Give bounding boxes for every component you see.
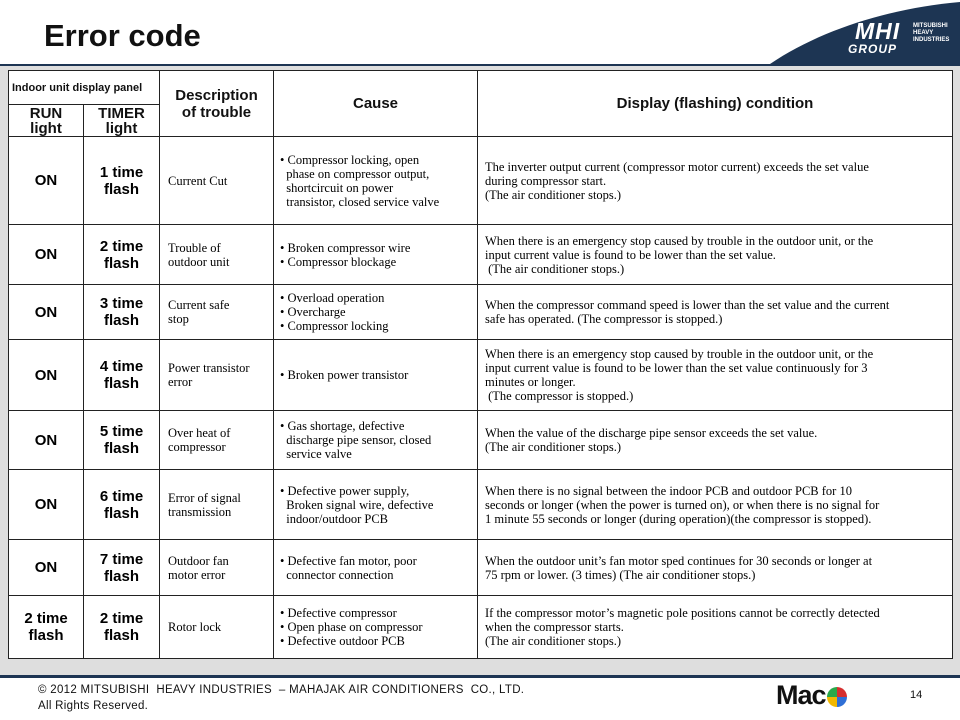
logo-mhi-text: MHI: [855, 18, 901, 44]
maco-logo: Mac: [776, 680, 847, 711]
cause-cell: • Gas shortage, defective discharge pipe sensor, closed service valve: [274, 411, 478, 470]
display-condition-cell: The inverter output current (compressor motor current) exceeds the set value during compressor start. (The air conditioner stops.): [478, 137, 953, 225]
timer-light-cell: 4 time flash: [84, 340, 160, 411]
cause-cell: • Broken compressor wire • Compressor blockage: [274, 225, 478, 285]
header-cause: Cause: [274, 71, 478, 137]
table-row: [9, 285, 953, 340]
run-light-cell: ON: [9, 470, 84, 540]
run-light-cell: ON: [9, 340, 84, 411]
timer-light-cell: 1 time flash: [84, 137, 160, 225]
display-condition-cell: When the outdoor unit’s fan motor sped continues for 30 seconds or longer at 75 rpm or lower. (3 times) (The air conditioner stops.): [478, 540, 953, 596]
display-condition-cell: When there is an emergency stop caused by trouble in the outdoor unit, or the input current value is found to be lower than the set value continuously for 3 minutes or longer. (The compressor is stopped.): [478, 340, 953, 411]
timer-light-cell: 5 time flash: [84, 411, 160, 470]
rights-text: All Rights Reserved.: [38, 700, 149, 712]
description-cell: Error of signal transmission: [160, 470, 274, 540]
timer-light-cell: 2 time flash: [84, 225, 160, 285]
footer-divider: [0, 675, 960, 678]
cause-cell: • Defective power supply, Broken signal wire, defective indoor/outdoor PCB: [274, 470, 478, 540]
timer-light-cell: 7 time flash: [84, 540, 160, 596]
run-light-cell: ON: [9, 225, 84, 285]
display-condition-cell: When the value of the discharge pipe sensor exceeds the set value. (The air conditioner stops.): [478, 411, 953, 470]
display-condition-cell: When there is no signal between the indoor PCB and outdoor PCB for 10 seconds or longer (when the power is turned on), or when there is no signal for 1 minute 55 seconds or longer (during operation)(the compressor is stopped).: [478, 470, 953, 540]
timer-light-cell: 2 time flash: [84, 596, 160, 659]
cause-cell: • Defective fan motor, poor connector connection: [274, 540, 478, 596]
run-light-cell: ON: [9, 285, 84, 340]
header-indoor-panel: Indoor unit display panel: [9, 71, 160, 105]
header-timer-light: TIMER light: [84, 105, 160, 137]
description-cell: Power transistor error: [160, 340, 274, 411]
table-row: [9, 411, 953, 470]
page-number: 14: [910, 689, 923, 701]
logo-subtitle: MITSUBISHI HEAVY INDUSTRIES: [913, 23, 950, 43]
table-row: [9, 137, 953, 225]
table-row: [9, 470, 953, 540]
header-display-condition: Display (flashing) condition: [478, 71, 953, 137]
cause-cell: • Overload operation • Overcharge • Compressor locking: [274, 285, 478, 340]
header-description: Description of trouble: [160, 71, 274, 137]
footer-copyright: [38, 682, 524, 714]
run-light-cell: ON: [9, 137, 84, 225]
description-cell: Rotor lock: [160, 596, 274, 659]
error-code-table: [8, 70, 952, 658]
run-light-cell: ON: [9, 540, 84, 596]
description-cell: Current safe stop: [160, 285, 274, 340]
display-condition-cell: When there is an emergency stop caused by trouble in the outdoor unit, or the input current value is found to be lower than the set value. (The air conditioner stops.): [478, 225, 953, 285]
run-light-cell: ON: [9, 411, 84, 470]
maco-logo-o: [827, 687, 847, 707]
page-title: Error code: [44, 18, 201, 53]
copyright-text: © 2012 MITSUBISHI HEAVY INDUSTRIES – MAHAJAK AIR CONDITIONERS CO., LTD.: [38, 684, 525, 696]
description-cell: Over heat of compressor: [160, 411, 274, 470]
run-light-cell: 2 time flash: [9, 596, 84, 659]
description-cell: Outdoor fan motor error: [160, 540, 274, 596]
description-cell: Trouble of outdoor unit: [160, 225, 274, 285]
display-condition-cell: When the compressor command speed is lower than the set value and the current safe has operated. (The compressor is stopped.): [478, 285, 953, 340]
table-row: [9, 225, 953, 285]
cause-cell: • Defective compressor • Open phase on compressor • Defective outdoor PCB: [274, 596, 478, 659]
cause-cell: • Broken power transistor: [274, 340, 478, 411]
table-row: [9, 340, 953, 411]
description-cell: Current Cut: [160, 137, 274, 225]
table-row: [9, 540, 953, 596]
timer-light-cell: 6 time flash: [84, 470, 160, 540]
timer-light-cell: 3 time flash: [84, 285, 160, 340]
logo-group-text: GROUP: [848, 42, 898, 56]
header-run-light: RUN light: [9, 105, 84, 137]
display-condition-cell: If the compressor motor’s magnetic pole positions cannot be correctly detected when the compressor starts. (The air conditioner stops.): [478, 596, 953, 659]
cause-cell: • Compressor locking, open phase on compressor output, shortcircuit on power transistor, closed service valve: [274, 137, 478, 225]
table-row: [9, 596, 953, 659]
